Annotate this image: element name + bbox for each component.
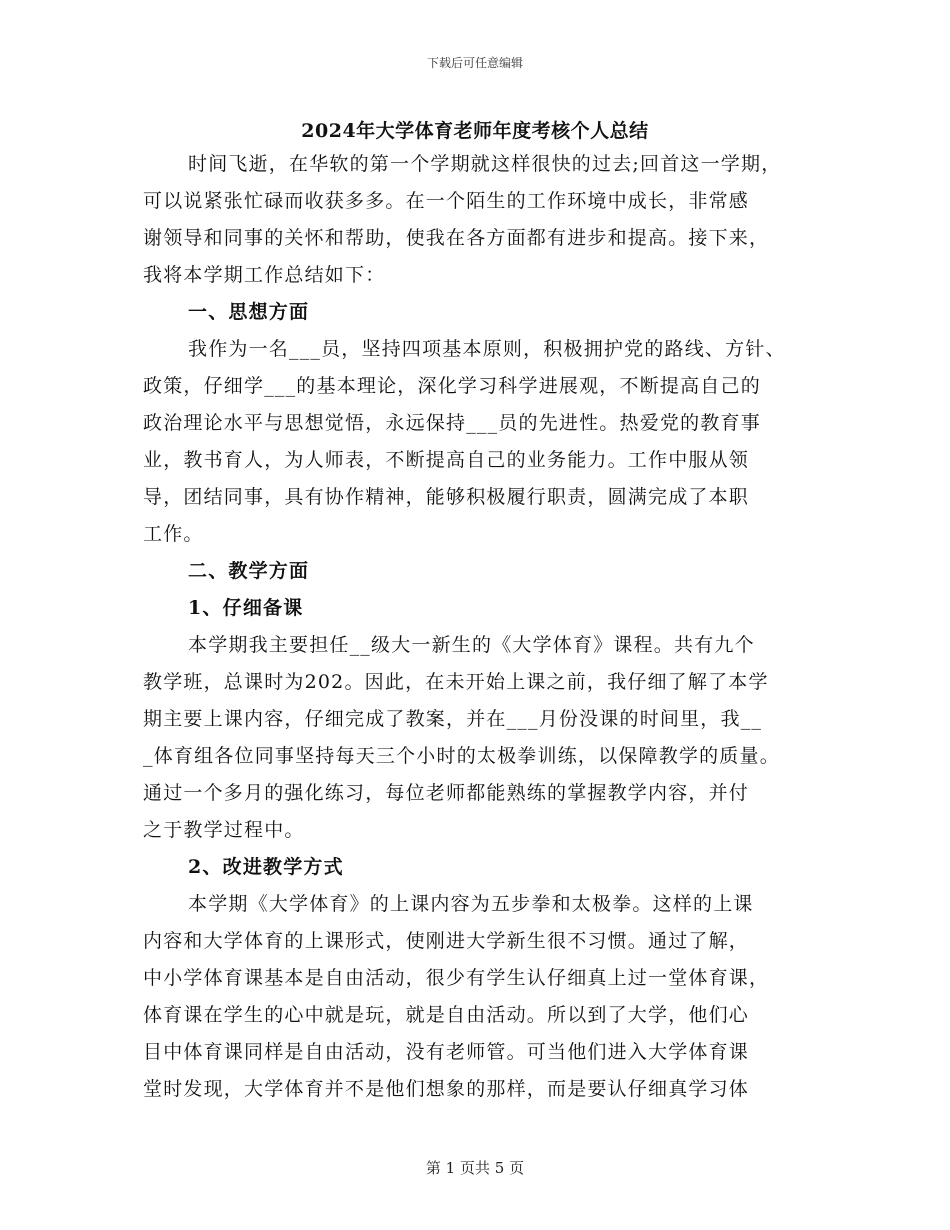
paragraph-line: 我将本学期工作总结如下：: [143, 264, 386, 286]
paragraph-line: 期主要上课内容，仔细完成了教案，并在___月份没课的时间里，我__: [143, 708, 763, 730]
paragraph-line: 教学班，总课时为202。因此，在未开始上课之前，我仔细了解了本学: [143, 671, 769, 693]
paragraph-line: 政治理论水平与思想觉悟，永远保持___员的先进性。热爱党的教育事: [143, 412, 761, 434]
paragraph-line: 可以说紧张忙碌而收获多多。在一个陌生的工作环境中成长，非常感: [143, 190, 750, 212]
paragraph-line: 本学期我主要担任__级大一新生的《大学体育》课程。共有九个: [188, 634, 755, 656]
paragraph-line: 业，教书育人，为人师表，不断提高自己的业务能力。工作中服从领: [143, 449, 750, 471]
paragraph-line: 内容和大学体育的上课形式，使刚进大学新生很不习惯。通过了解，: [143, 930, 750, 952]
paragraph-line: 目中体育课同样是自由活动，没有老师管。可当他们进入大学体育课: [143, 1041, 750, 1063]
paragraph-line: 本学期《大学体育》的上课内容为五步拳和太极拳。这样的上课: [188, 893, 754, 915]
subsection-heading-method: 2、改进教学方式: [188, 856, 344, 878]
paragraph-line: 通过一个多月的强化练习，每位老师都能熟练的掌握教学内容，并付: [143, 782, 750, 804]
paragraph-line: 政策，仔细学___的基本理论，深化学习科学进展观，不断提高自己的: [143, 375, 761, 397]
subsection-heading-preparation: 1、仔细备课: [188, 597, 304, 619]
paragraph-line: 谢领导和同事的关怀和帮助，使我在各方面都有进步和提高。接下来，: [143, 227, 770, 249]
paragraph-line: 之于教学过程中。: [143, 819, 305, 841]
page-number: 第 1 页共 5 页: [425, 1159, 525, 1177]
header-note: 下载后可任意编辑: [426, 56, 523, 70]
section-heading-teaching: 二、教学方面: [188, 560, 310, 582]
paragraph-line: 堂时发现，大学体育并不是他们想象的那样，而是要认仔细真学习体: [143, 1078, 750, 1100]
section-heading-thought: 一、思想方面: [188, 301, 310, 323]
paragraph-line: 时间飞逝，在华软的第一个学期就这样很快的过去;回首这一学期，: [188, 153, 782, 175]
paragraph-line: 导，团结同事，具有协作精神，能够积极履行职责，圆满完成了本职: [143, 486, 750, 508]
paragraph-line: 体育课在学生的心中就是玩，就是自由活动。所以到了大学，他们心: [143, 1004, 750, 1026]
paragraph-line: 中小学体育课基本是自由活动，很少有学生认仔细真上过一堂体育课，: [143, 967, 770, 989]
paragraph-line: 工作。: [143, 523, 204, 545]
document-title: 2024年大学体育老师年度考核个人总结: [301, 120, 649, 142]
document-body: [143, 146, 813, 1108]
paragraph-line: _体育组各位同事坚持每天三个小时的太极拳训练，以保障教学的质量。: [143, 745, 780, 767]
paragraph-line: 我作为一名___员，坚持四项基本原则，积极拥护党的路线、方针、: [188, 338, 786, 360]
